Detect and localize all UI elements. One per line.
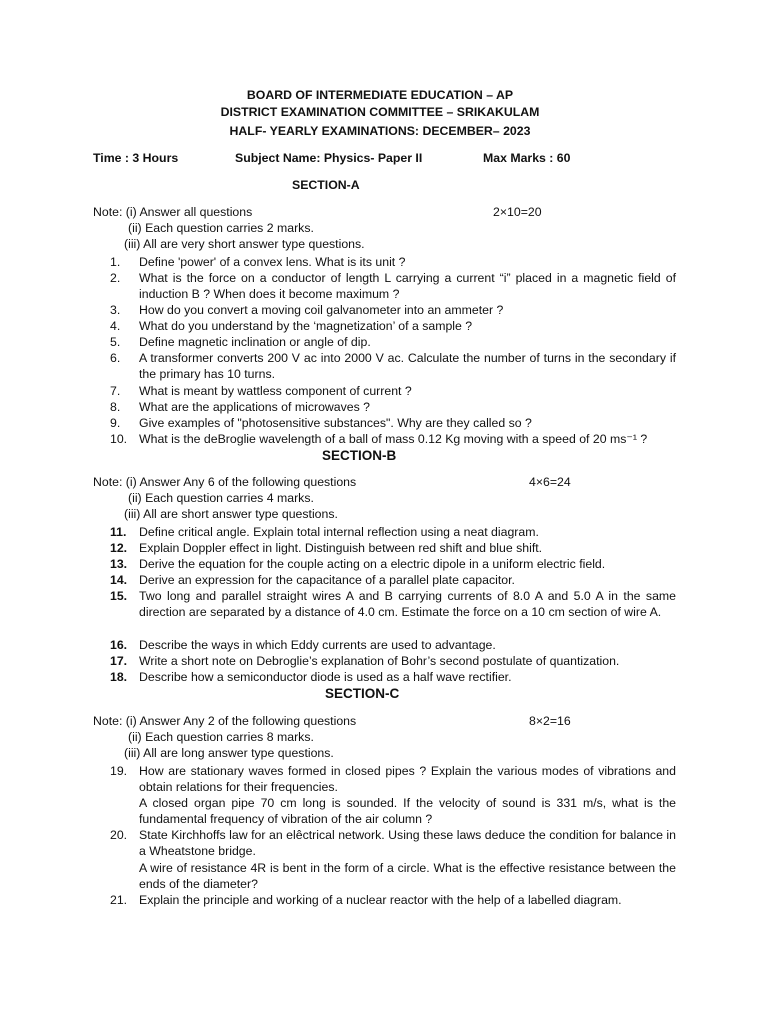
- question-number: 13.: [110, 557, 128, 571]
- question-text: A transformer converts 200 V ac into 2000 V ac. Calculate the number of turns in the secondary if the primary has 10 turns.: [139, 351, 676, 381]
- question-text: Two long and parallel straight wires A and B carrying currents of 8.0 A and 5.0 A in the same direction are separated by a distance of 4.0 cm. Estimate the force on a 10 cm section of wire A.: [139, 589, 676, 619]
- question-text: How are stationary waves formed in closed pipes ? Explain the various modes of vibrations and obtain relations for their frequencies.: [139, 764, 676, 794]
- question-number: 15.: [110, 589, 128, 603]
- section-b-note-3: (iii) All are short answer type questions.: [124, 507, 338, 521]
- question-text: Derive an expression for the capacitance of a parallel plate capacitor.: [139, 573, 515, 587]
- section-c-scheme: 8×2=16: [529, 714, 571, 728]
- section-a-note-1: Note: (i) Answer all questions: [93, 205, 253, 219]
- question-number: 14.: [110, 573, 128, 587]
- section-b-note-1: Note: (i) Answer Any 6 of the following questions: [93, 475, 357, 489]
- question-number: 4.: [110, 319, 121, 333]
- question-text: Explain the principle and working of a nuclear reactor with the help of a labelled diagram.: [139, 893, 622, 907]
- question-text: What do you understand by the ‘magnetization’ of a sample ?: [139, 319, 473, 333]
- question-text: State Kirchhoffs law for an elêctrical network. Using these laws deduce the condition for balance in a Wheatstone bridge.: [139, 828, 676, 858]
- subject-label: Subject Name: Physics- Paper II: [235, 151, 423, 165]
- max-marks-label: Max Marks : 60: [483, 151, 571, 165]
- section-c-note-2: (ii) Each question carries 8 marks.: [128, 730, 314, 744]
- question-number: 9.: [110, 416, 121, 430]
- header-board: BOARD OF INTERMEDIATE EDUCATION – AP: [246, 88, 514, 102]
- question-text: Give examples of "photosensitive substances". Why are they called so ?: [139, 416, 532, 430]
- question-number: 21.: [110, 893, 128, 907]
- question-text: Define magnetic inclination or angle of dip.: [139, 335, 371, 349]
- question-number: 20.: [110, 828, 128, 842]
- question-text: What are the applications of microwaves ?: [139, 400, 371, 414]
- question-text: Write a short note on Debroglie’s explanation of Bohr’s second postulate of quantization.: [139, 654, 620, 668]
- question-number: 16.: [110, 638, 128, 652]
- time-label: Time : 3 Hours: [93, 151, 179, 165]
- question-number: 8.: [110, 400, 121, 414]
- question-number: 7.: [110, 384, 121, 398]
- question-text: Describe the ways in which Eddy currents are used to advantage.: [139, 638, 496, 652]
- section-a-note-3: (iii) All are very short answer type questions.: [124, 237, 365, 251]
- question-number: 11.: [110, 525, 127, 539]
- question-text: Describe how a semiconductor diode is used as a half wave rectifier.: [139, 670, 512, 684]
- question-text: What is meant by wattless component of current ?: [139, 384, 412, 398]
- section-c-title: SECTION-C: [325, 686, 400, 701]
- question-text: Define 'power' of a convex lens. What is its unit ?: [139, 255, 406, 269]
- question-number: 3.: [110, 303, 121, 317]
- section-b-note-2: (ii) Each question carries 4 marks.: [128, 491, 314, 505]
- header-exam: HALF- YEARLY EXAMINATIONS: DECEMBER– 2023: [229, 124, 531, 138]
- header-committee: DISTRICT EXAMINATION COMMITTEE – SRIKAKULAM: [220, 105, 540, 119]
- question-text: What is the force on a conductor of length L carrying a current “i” placed in a magnetic field of induction B ? When does it become maximum ?: [139, 271, 676, 301]
- section-a-note-2: (ii) Each question carries 2 marks.: [128, 221, 314, 235]
- question-number: 2.: [110, 271, 121, 285]
- question-number: 19.: [110, 764, 128, 778]
- section-c-note-3: (iii) All are long answer type questions.: [124, 746, 334, 760]
- question-number: 5.: [110, 335, 121, 349]
- question-number: 1.: [110, 255, 121, 269]
- section-b-scheme: 4×6=24: [529, 475, 571, 489]
- section-b-title: SECTION-B: [322, 448, 397, 463]
- section-c-note-1: Note: (i) Answer Any 2 of the following questions: [93, 714, 357, 728]
- question-text: Explain Doppler effect in light. Distinguish between red shift and blue shift.: [139, 541, 543, 555]
- section-a-scheme: 2×10=20: [493, 205, 542, 219]
- question-number: 17.: [110, 654, 128, 668]
- question-text: How do you convert a moving coil galvanometer into an ammeter ?: [139, 303, 504, 317]
- question-text: Derive the equation for the couple acting on a electric dipole in a uniform electric field.: [139, 557, 606, 571]
- question-text: A closed organ pipe 70 cm long is sounded. If the velocity of sound is 331 m/s, what is the fundamental frequency of vibration of the air column ?: [139, 796, 676, 826]
- question-text: What is the deBroglie wavelength of a ball of mass 0.12 Kg moving with a speed of 20 ms⁻¹ ?: [139, 432, 648, 446]
- question-number: 6.: [110, 351, 121, 365]
- question-number: 10.: [110, 432, 128, 446]
- question-number: 12.: [110, 541, 128, 555]
- section-a-title: SECTION-A: [292, 178, 360, 192]
- question-text: Define critical angle. Explain total internal reflection using a neat diagram.: [139, 525, 539, 539]
- question-number: 18.: [110, 670, 128, 684]
- question-text: A wire of resistance 4R is bent in the form of a circle. What is the effective resistance between the ends of the diameter?: [139, 861, 676, 891]
